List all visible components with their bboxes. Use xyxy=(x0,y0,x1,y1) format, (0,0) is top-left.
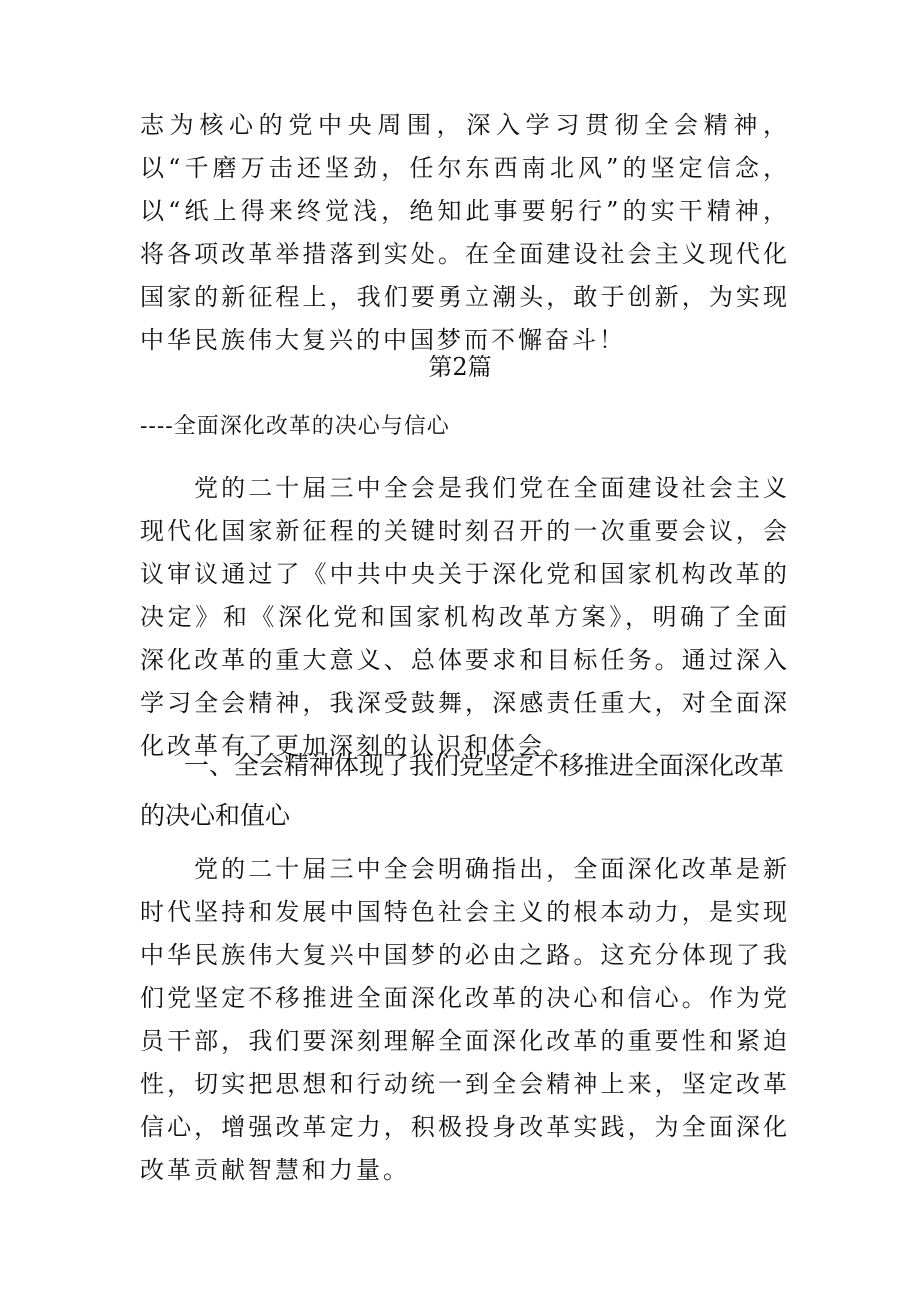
section-heading: 一、全会精神体现了我们党坚定不移推进全面深化改革的决心和值心 xyxy=(140,751,785,830)
paragraph-1: 党的二十届三中全会是我们党在全面建设社会主义现代化国家新征程的关键时刻召开的一次重要会议，会议审议通过了《中共中央关于深化党和国家机构改革的决定》和《深化党和国家机构改革方案》，明确了全面深化改革的重大意义、总体要求和目标任务。通过深入学习全会精神，我深受鼓舞，深感责任重大，对全面深化改革有了更加深刻的认识和体会。 xyxy=(140,474,790,760)
intro-paragraph: 志为核心的党中央周围，深入学习贯彻全会精神，以“千磨万击还坚劲，任尔东西南北风”的坚定信念，以“纸上得来终觉浅，绝知此事要躬行”的实干精神，将各项改革举措落到实处。在全面建设社会主义现代化国家的新征程上，我们要勇立潮头，敢于创新，为实现中华民族伟大复兴的中国梦而不懈奋斗！ xyxy=(140,111,790,354)
paragraph-2: 党的二十届三中全会明确指出，全面深化改革是新时代坚持和发展中国特色社会主义的根本动力，是实现中华民族伟大复兴中国梦的必由之路。这充分体现了我们党坚定不移推进全面深化改革的决心和信心。作为党员干部，我们要深刻理解全面深化改革的重要性和紧迫性，切实把思想和行动统一到全会精神上来，坚定改革信心，增强改革定力，积极投身改革实践，为全面深化改革贡献智慧和力量。 xyxy=(140,855,790,1184)
chapter-subtitle: ----全面深化改革的决心与信心 xyxy=(140,414,450,439)
chapter-label: 第2篇 xyxy=(428,353,492,381)
